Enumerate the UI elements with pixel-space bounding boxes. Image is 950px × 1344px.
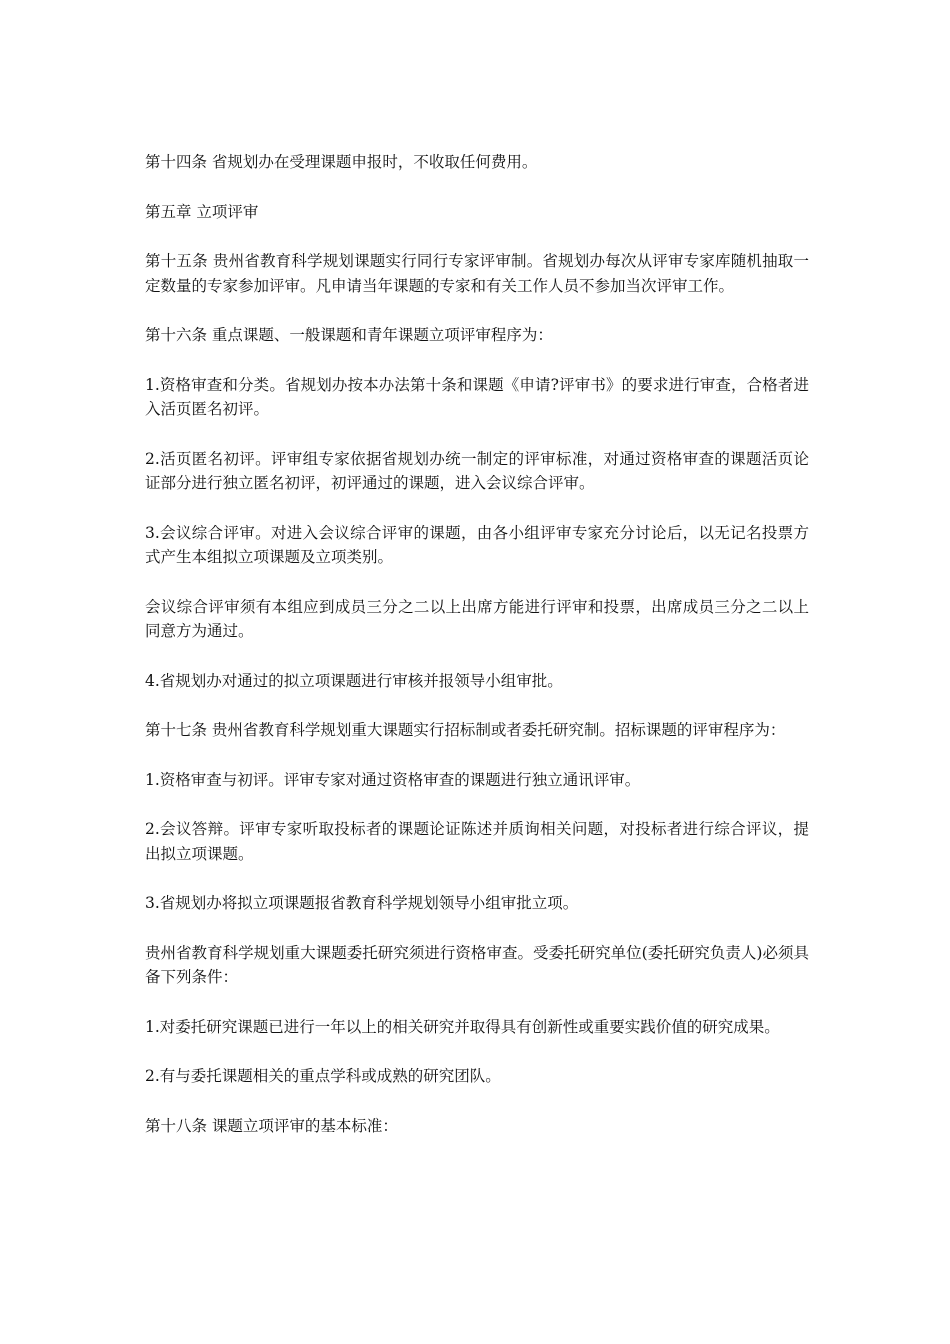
list-item-commission-1: 1.对委托研究课题已进行一年以上的相关研究并取得具有创新性或重要实践价值的研究成果。 bbox=[145, 1017, 780, 1036]
list-item-16-2: 2.活页匿名初评。评审组专家依据省规划办统一制定的评审标准，对通过资格审查的课题活页论证部分进行独立匿名初评，初评通过的课题，进入会议综合评审。 bbox=[145, 449, 809, 492]
list-item-16-4: 4.省规划办对通过的拟立项课题进行审核并报领导小组审批。 bbox=[145, 671, 563, 690]
list-item-16-1: 1.资格审查和分类。省规划办按本办法第十条和课题《申请?评审书》的要求进行审查，合格者进入活页匿名初评。 bbox=[145, 375, 809, 418]
list-item-17-2: 2.会议答辩。评审专家听取投标者的课题论证陈述并质询相关问题，对投标者进行综合评议，提出拟立项课题。 bbox=[145, 820, 809, 863]
paragraph-article-18: 第十八条 课题立项评审的基本标准： bbox=[145, 1116, 398, 1135]
paragraph-article-14: 第十四条 省规划办在受理课题申报时，不收取任何费用。 bbox=[145, 153, 538, 171]
list-item-16-3: 3.会议综合评审。对进入会议综合评审的课题，由各小组评审专家充分讨论后，以无记名投票方式产生本组拟立项课题及立项类别。 bbox=[145, 523, 809, 566]
paragraph-article-17: 第十七条 贵州省教育科学规划重大课题实行招标制或者委托研究制。招标课题的评审程序为： bbox=[145, 721, 786, 739]
list-item-17-1: 1.资格审查与初评。评审专家对通过资格审查的课题进行独立通讯评审。 bbox=[145, 770, 641, 789]
paragraph-article-16: 第十六条 重点课题、一般课题和青年课题立项评审程序为： bbox=[145, 326, 553, 344]
paragraph-commission-requirements: 贵州省教育科学规划重大课题委托研究须进行资格审查。受委托研究单位(委托研究负责人)必须具备下列条件： bbox=[145, 943, 809, 986]
document-page bbox=[145, 150, 809, 1163]
chapter-heading-5: 第五章 立项评审 bbox=[145, 202, 259, 221]
list-item-commission-2: 2.有与委托课题相关的重点学科或成熟的研究团队。 bbox=[145, 1067, 501, 1085]
paragraph-quorum-rule: 会议综合评审须有本组应到成员三分之二以上出席方能进行评审和投票，出席成员三分之二以上同意方为通过。 bbox=[145, 597, 809, 640]
paragraph-article-15: 第十五条 贵州省教育科学规划课题实行同行专家评审制。省规划办每次从评审专家库随机抽取一定数量的专家参加评审。凡申请当年课题的专家和有关工作人员不参加当次评审工作。 bbox=[145, 252, 809, 295]
list-item-17-3: 3.省规划办将拟立项课题报省教育科学规划领导小组审批立项。 bbox=[145, 894, 579, 912]
